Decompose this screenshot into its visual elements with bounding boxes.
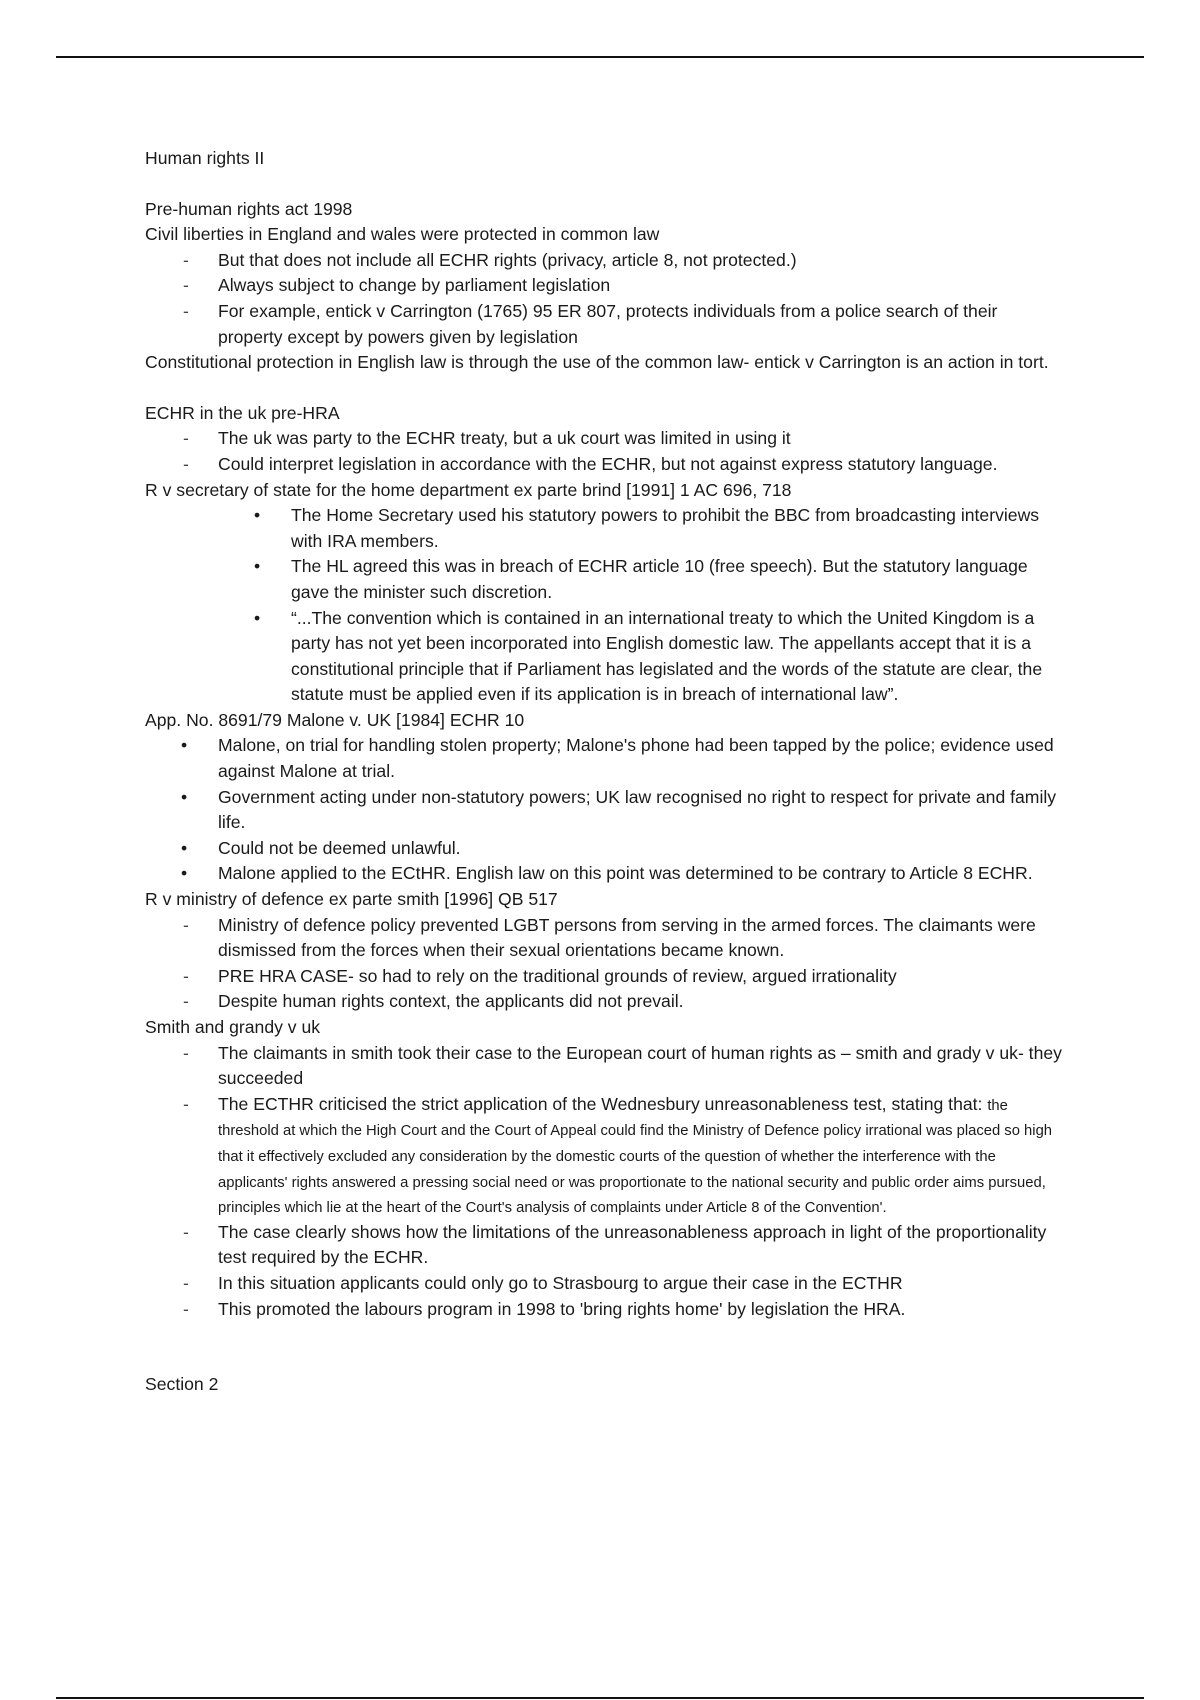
pre-hra-conclusion: Constitutional protection in English law is through the use of the common law- entick v Carrington is an action in tort. [145, 352, 1049, 373]
pre-hra-intro: Civil liberties in England and wales were protected in common law [145, 224, 660, 245]
heading-pre-hra: Pre-human rights act 1998 [145, 198, 353, 219]
heading-echr-uk: ECHR in the uk pre-HRA [145, 402, 340, 423]
malone-list [145, 733, 1065, 887]
list-item: - For example, entick v Carrington (1765) 95 ER 807, protects individuals from a police search of their property except by powers given by legislation [145, 299, 1065, 350]
heading-grady: Smith and grandy v uk [145, 1017, 321, 1037]
footer-rule [56, 1697, 1144, 1699]
brind-list [145, 503, 1065, 708]
list-item: • Could not be deemed unlawful. [145, 836, 1065, 862]
list-item: - Ministry of defence policy prevented LGBT persons from serving in the armed forces. The claimants were dismissed from the forces when their sexual orientations became known. [145, 913, 1065, 964]
pre-hra-list [145, 248, 1065, 350]
list-item: - But that does not include all ECHR rights (privacy, article 8, not protected.) [145, 248, 1065, 274]
list-item: • Malone applied to the ECtHR. English law on this point was determined to be contrary to Article 8 ECHR. [145, 861, 1065, 887]
list-item: • Government acting under non-statutory powers; UK law recognised no right to respect for private and family life. [145, 785, 1065, 836]
quote-lead: The ECTHR criticised the strict application of the Wednesbury unreasonableness test, stating that: [218, 1093, 988, 1114]
echr-uk-list [145, 426, 1065, 477]
heading-brind: R v secretary of state for the home department ex parte brind [1991] 1 AC 696, 718 [145, 479, 792, 500]
smith-list [145, 913, 1065, 1015]
document-title: Human rights II [145, 148, 265, 168]
list-item: - The uk was party to the ECHR treaty, but a uk court was limited in using it [145, 426, 1065, 452]
list-item-quote [145, 1092, 1065, 1220]
list-item: - Despite human rights context, the applicants did not prevail. [145, 989, 1065, 1015]
heading-malone: App. No. 8691/79 Malone v. UK [1984] ECHR 10 [145, 709, 525, 730]
quote-text: the threshold at which the High Court and the Court of Appeal could find the Ministry of Defence policy irrational was placed so high that it effectively excluded any consideration by the domestic courts of the question of whether the interference with the applicants' rights answered a pressing social need or was proportionate to the national security and public order aims pursued, principles which lie at the heart of the Court's analysis of complaints under Article 8 of the Convention'. [218, 1097, 1053, 1217]
heading-smith: R v ministry of defence ex parte smith [1996] QB 517 [145, 889, 558, 910]
list-item: - This promoted the labours program in 1998 to 'bring rights home' by legislation the HRA. [145, 1297, 1065, 1323]
list-item: - The case clearly shows how the limitations of the unreasonableness approach in light of the proportionality test required by the ECHR. [145, 1220, 1065, 1271]
list-item: • Malone, on trial for handling stolen property; Malone's phone had been tapped by the police; evidence used against Malone at trial. [145, 733, 1065, 784]
list-item: - In this situation applicants could only go to Strasbourg to argue their case in the ECTHR [145, 1271, 1065, 1297]
list-item: • The HL agreed this was in breach of ECHR article 10 (free speech). But the statutory language gave the minister such discretion. [145, 554, 1065, 605]
list-item: - Could interpret legislation in accordance with the ECHR, but not against express statutory language. [145, 452, 1065, 478]
list-item: - Always subject to change by parliament legislation [145, 273, 1065, 299]
list-item: - The claimants in smith took their case to the European court of human rights as – smith and grady v uk- they succeeded [145, 1041, 1065, 1092]
header-rule [56, 56, 1144, 58]
document-page [145, 146, 1065, 1398]
grady-list [145, 1041, 1065, 1323]
list-item: • “...The convention which is contained in an international treaty to which the United Kingdom is a party has not yet been incorporated into English domestic law. The appellants accept that it is a constitutional principle that if Parliament has legislated and the words of the statute are clear, the statute must be applied even if its application is in breach of international law”. [145, 606, 1065, 708]
list-item: - PRE HRA CASE- so had to rely on the traditional grounds of review, argued irrationality [145, 964, 1065, 990]
list-item: • The Home Secretary used his statutory powers to prohibit the BBC from broadcasting interviews with IRA members. [145, 503, 1065, 554]
section-2-heading: Section 2 [145, 1374, 219, 1395]
